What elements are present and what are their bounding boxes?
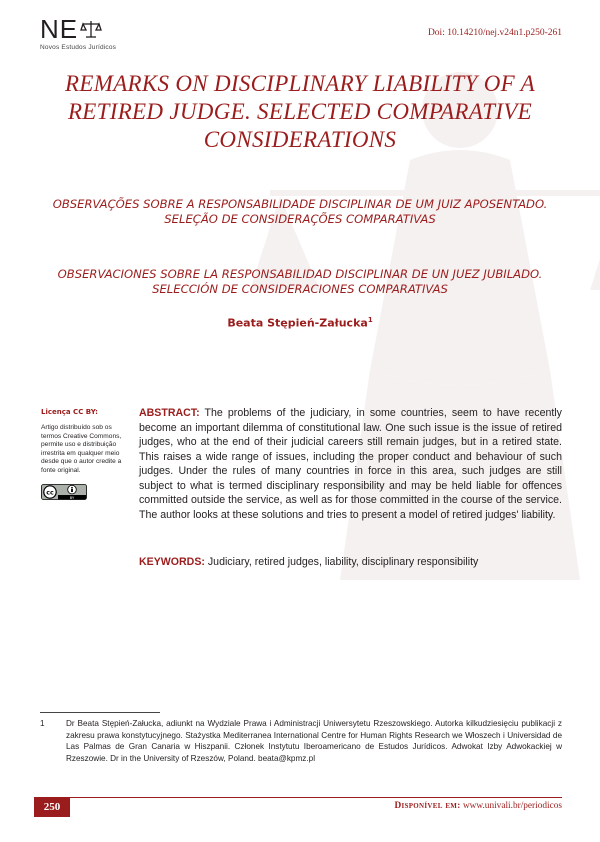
author-name: Beata Stępień-Załucka [227,316,368,330]
scales-icon [80,18,102,40]
journal-url[interactable]: www.univali.br/periodicos [462,801,562,811]
cc-badge-label: BY [69,495,75,500]
keywords-label: KEYWORDS: [139,556,205,568]
cc-by-badge-icon[interactable] [41,484,87,500]
availability-label: Disponível em: [394,801,461,811]
availability-line [394,801,562,811]
article-title-pt: OBSERVAÇÕES SOBRE A RESPONSABILIDADE DISCIPLINAR DE UM JUIZ APOSENTADO. SELEÇÃO DE CONSIDERAÇÕES COMPARATIVAS [52,197,548,226]
license-box [41,408,127,500]
author-line [0,316,600,330]
footnote-divider [40,712,160,713]
footnote-text: Dr Beata Stępień-Załucka, adiunkt na Wydziale Prawa i Administracji Uniwersytetu Rzeszowskiego. Autorka kilkudziesięciu publikacji z zakresu prawa konstytucyjnego. Stażystka Mediterranea International Centre for Human Rights Research we Włoszech i Universidad de Las Palmas de Gran Canaria w Hiszpanii. Członek Instytutu Iberoamericano de Estudos Jurídicos. Adwokat Izby Adwokackiej w Rzeszowie. Dr in the University of Rzeszów, Poland. beata@kpmz.pl [66,719,562,763]
footer-divider [34,797,562,798]
abstract [139,406,562,522]
abstract-label: ABSTRACT: [139,407,200,419]
doi[interactable]: Doi: 10.14210/nej.v24n1.p250-261 [427,28,562,38]
page-number: 250 [34,797,70,817]
author-footnote-ref[interactable]: 1 [367,316,373,324]
footnote [40,718,562,764]
article-title-es: OBSERVACIONES SOBRE LA RESPONSABILIDAD DISCIPLINAR DE UN JUEZ JUBILADO. SELECCIÓN DE CONSIDERACIONES COMPARATIVAS [57,267,543,296]
license-title: Licença CC BY: [41,408,98,416]
license-text: Artigo distribuído sob os termos Creative Commons, permite uso e distribuição irrestrita em qualquer meio desde que o autor credite a fonte original. [41,424,122,474]
article-title: REMARKS ON DISCIPLINARY LIABILITY OF A RETIRED JUDGE. SELECTED COMPARATIVE CONSIDERATIONS [65,71,535,152]
logo-mark-text: NE [40,14,79,44]
keywords [139,555,562,569]
svg-text:cc: cc [46,488,54,496]
keywords-text: Judiciary, retired judges, liability, disciplinary responsibility [207,556,479,568]
journal-logo [40,16,140,51]
logo-subtitle: Novos Estudos Jurídicos [40,44,117,51]
abstract-text: The problems of the judiciary, in some countries, seem to have recently become an important dilemma of constitutional law. One such issue is the issue of retired judges, who at the end of their judicial careers still remain judges, but in a retired state. This raises a wide range of issues, including the proper conduct and behaviour of such judges. Under the rules of many countries in force in this area, such judges are still subject to what is termed disciplinary responsibility and may be held liable for offences committed outside the service, as well as for those committed in the course of the service. The author looks at these solutions and tries to present a model of retired judges' liability. [139,407,562,521]
footnote-number: 1 [40,719,45,728]
